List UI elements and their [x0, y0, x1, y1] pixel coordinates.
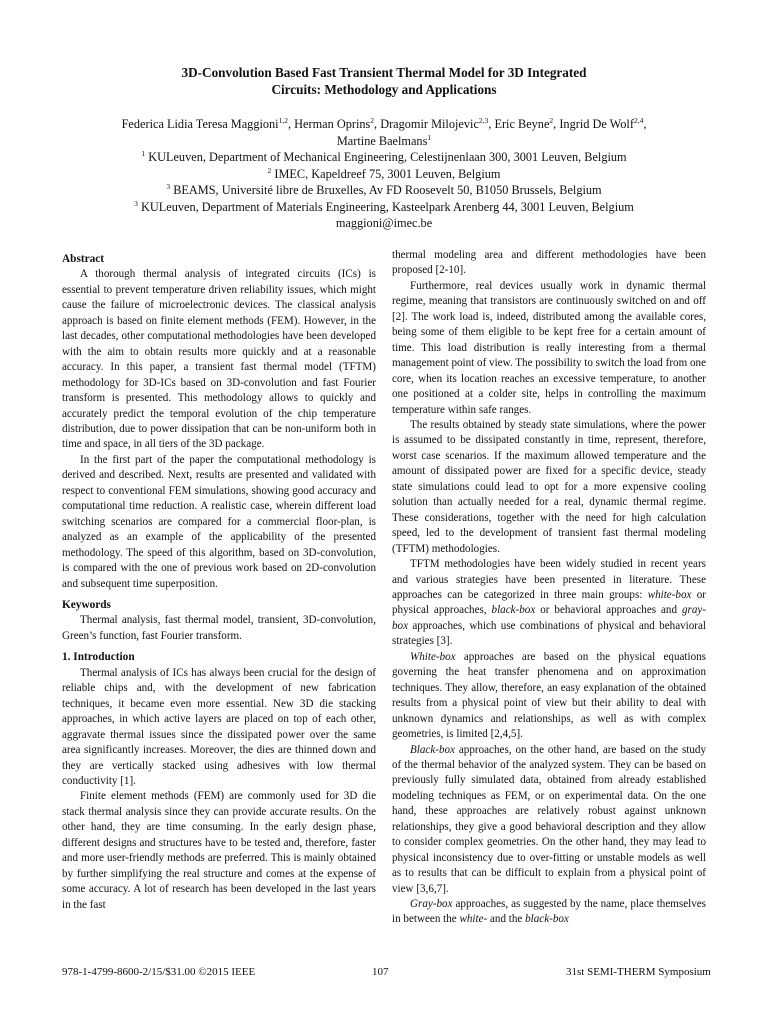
footer-copyright: 978-1-4799-8600-2/15/$31.00 ©2015 IEEE	[62, 966, 256, 978]
abstract-paragraph-2: In the first part of the paper the computational methodology is derived and described. Next, results are presented and validated with respect to conventional FEM simulations, showing good accuracy and computational time reduction. A realistic case, wherein different load switching scenarios are compared for a commercial floor-plan, is analyzed as an example of the applicability of the presented methodology. The speed of this algorithm, based on 3D-convolution, is compared with the one of previous work based on 2D-convolution and subsequent time superposition.	[62, 453, 376, 590]
affiliation-number: 1	[141, 148, 146, 158]
author-block	[60, 116, 708, 232]
italic-term: white-box	[647, 588, 692, 601]
author-affiliation-mark: 2	[549, 115, 554, 125]
introduction-heading: 1. Introduction	[62, 651, 135, 664]
text-run: or physical approaches,	[392, 588, 706, 617]
abstract-paragraph-1: A thorough thermal analysis of integrated circuits (ICs) is essential to prevent temperature driven reliability issues, which might cause the failure of microelectronic devices. The classical analysis approach is based on finite element methods (FEM). However, in the last decades, other computational methodologies have been developed with the aim to obtain results more quickly and at a reasonable accuracy. In this paper, a transient fast thermal model (TFTM) methodology for 3D-ICs based on 3D-convolution and fast Fourier transform is presented. This methodology allows to quickly and accurately predict the temporal evolution of the chip temperature distribution, due to power dissipation that can be non-uniform both in time and space, in all tiers of the 3D package.	[62, 268, 376, 451]
author-name: Martine Baelmans	[336, 133, 428, 148]
italic-term: black-box	[491, 604, 536, 617]
affiliation-1	[60, 149, 708, 166]
author-separator: ,	[287, 117, 295, 131]
author-line-2	[60, 133, 708, 150]
author-affiliation-mark: 1	[427, 132, 432, 142]
introduction-paragraph-1: Thermal analysis of ICs has always been crucial for the design of reliable chips and, with the development of new fabrication techniques, it became even more essential. New 3D die stacking approaches, in which active layers are placed on top of each other, aggravate thermal issues since the dissipated power over the same area significantly increases. Moreover, the dies are thinned down and they are vertically stacked using adhesives with low thermal conductivity [1].	[62, 666, 376, 787]
author-name: Herman Oprins	[294, 117, 371, 131]
author-separator: ,	[374, 117, 381, 131]
affiliation-3	[60, 182, 708, 199]
right-paragraph-7	[392, 897, 706, 928]
author-name: Dragomir Milojevic	[380, 117, 479, 131]
text-run: and the	[487, 913, 526, 926]
author-line-1	[60, 116, 708, 133]
affiliation-text: KULeuven, Department of Mechanical Engineering, Celestijnenlaan 300, 3001 Leuven, Belgium	[148, 150, 627, 164]
author-name: Ingrid De Wolf	[559, 117, 634, 131]
affiliation-text: IMEC, Kapeldreef 75, 3001 Leuven, Belgium	[274, 166, 501, 181]
title-line-2: Circuits: Methodology and Applications	[271, 82, 497, 97]
keywords-text: Thermal analysis, fast thermal model, transient, 3D-convolution, Green’s function, fast Fourier transform.	[62, 614, 376, 642]
right-paragraph-6	[392, 743, 706, 898]
affiliation-4	[60, 199, 708, 216]
left-column	[62, 252, 376, 913]
author-separator: ,	[488, 117, 495, 131]
text-run: approaches, as suggested by the name, place themselves in between the	[392, 898, 706, 926]
italic-term: White-box	[410, 650, 456, 663]
affiliation-text: BEAMS, Université libre de Bruxelles, Av FD Roosevelt 50, B1050 Brussels, Belgium	[173, 183, 602, 197]
right-paragraph-2: Furthermore, real devices usually work in dynamic thermal regime, meaning that transistors are continuously switched on and off [2]. The work load is, indeed, distributed among the available cores, being some of them eligible to be kept free for a certain amount of time. This load distribution is really interesting from a thermal management point of view. The possibility to switch the load from one core, when its location reaches an excessive temperature, to another one positioned at a colder site, helps in controlling the maximum temperature within safe ranges.	[392, 279, 706, 416]
text-run: approaches are based on the physical equations governing the heat transfer phenomena and on approximation techniques. They allow, therefore, an easy explanation of the obtained results from a physical point of view but their ability to deal with unknown dynamics and relationships, as well as with complex geometries, is limited [2,4,5].	[392, 650, 706, 741]
author-affiliation-mark: 2,3	[478, 115, 489, 125]
author-name: Federica Lidia Teresa Maggioni	[121, 117, 279, 131]
right-paragraph-5	[392, 650, 706, 743]
footer-conference: 31st SEMI-THERM Symposium	[566, 966, 711, 978]
italic-term: gray-box	[392, 604, 706, 632]
footer-page-number: 107	[372, 966, 389, 978]
author-email: maggioni@imec.be	[335, 216, 433, 230]
affiliation-2	[60, 166, 708, 183]
right-column	[392, 248, 706, 928]
author-name: Eric Beyne	[494, 117, 550, 131]
italic-term: Black-box	[410, 743, 455, 756]
introduction-paragraph-2: Finite element methods (FEM) are commonly used for 3D die stack thermal analysis since they can provide accurate results. On the other hand, they are time consuming. In the early design phase, different designs and structures have to be tested and, therefore, faster and more user-friendly methods are preferred. This is mainly obtained by further simplifying the real structure and comes at the expense of some accuracy. A lot of research has been developed in the last years in the fast	[62, 790, 376, 911]
italic-term: black-box	[525, 913, 569, 926]
right-paragraph-3: The results obtained by steady state simulations, where the power is assumed to be dissipated constantly in time, represent, therefore, worst case scenarios. If the maximum allowed temperature and the amount of dissipated power are fixed for a specific device, steady state simulations could lead to opt for a more expensive cooling solution than actually needed for a real, dynamic thermal regime. These considerations, together with the need for high calculation speed, led to the development of transient fast thermal modeling (TFTM) methodologies.	[392, 418, 706, 555]
affiliation-number: 2	[267, 165, 272, 175]
affiliation-text: KULeuven, Department of Materials Engineering, Kasteelpark Arenberg 44, 3001 Leuven, Belgium	[140, 199, 634, 214]
author-affiliation-mark: 2	[370, 115, 375, 125]
title-line-1: 3D-Convolution Based Fast Transient Thermal Model for 3D Integrated	[181, 65, 587, 80]
text-run: approaches, on the other hand, are based on the study of the thermal behavior of the analyzed system. They can be based on previously fully simulated data, obtained from already established modeling techniques as FEM, or on experimental data. On the one hand, these approaches are relatively robust against unknown relationships, they give a good behavioral description and they allow to consider complex geometries. On the other hand, they may lead to physical inconsistency due to over-fitting or unstable models as well as to results that can be difficult to explain from a physical point of view [3,6,7].	[392, 743, 706, 895]
affiliation-number: 3	[166, 181, 171, 191]
italic-term: white-	[459, 913, 488, 926]
author-separator: ,	[553, 117, 560, 131]
author-affiliation-mark: 1,2	[278, 115, 288, 125]
text-run: TFTM methodologies have been widely studied in recent years and various strategies have been presented in literature. These approaches can be categorized in three main groups:	[392, 558, 706, 601]
text-run: or behavioral approaches and	[535, 604, 682, 617]
italic-term: Gray-box	[410, 898, 453, 911]
affiliation-number: 3	[134, 198, 138, 208]
right-paragraph-4	[392, 557, 706, 650]
paper-title	[90, 64, 678, 98]
keywords-heading: Keywords	[62, 598, 111, 611]
abstract-heading: Abstract	[62, 253, 105, 265]
author-affiliation-mark: 2,4	[633, 115, 644, 125]
author-separator: ,	[643, 117, 647, 131]
text-run: approaches, which use combinations of physical and behavioral strategies [3].	[392, 619, 706, 648]
right-paragraph-1: thermal modeling area and different methodologies have been proposed [2-10].	[392, 249, 706, 277]
